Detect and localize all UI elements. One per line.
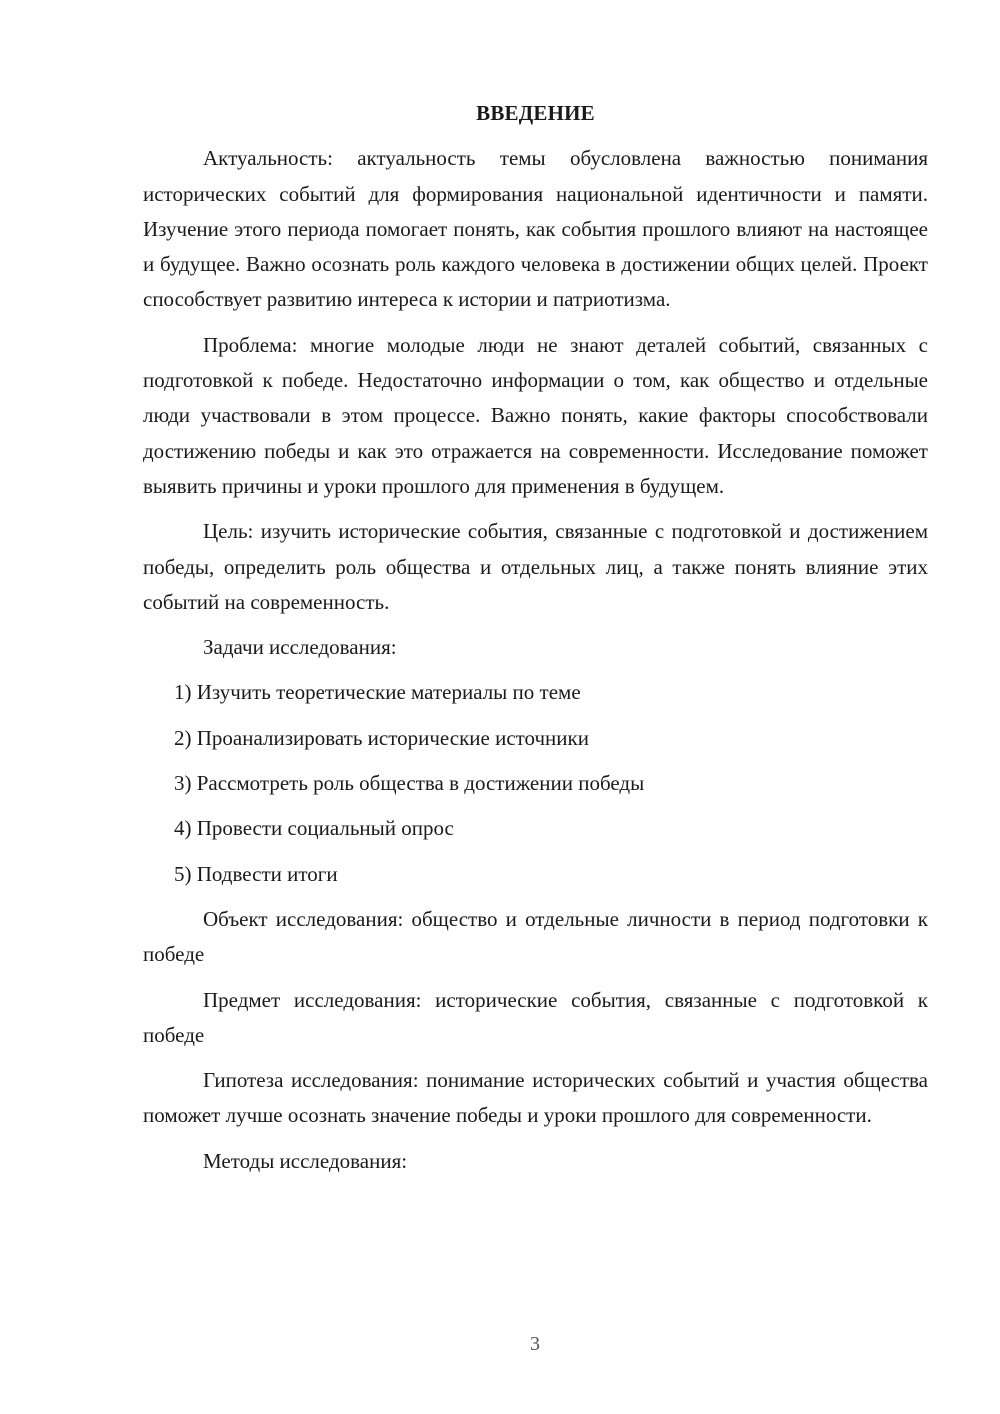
paragraph-goal: Цель: изучить исторические события, связанные с подготовкой и достижением победы, определить роль общества и отдельных лиц, а также понять влияние этих событий на современность. <box>143 519 928 614</box>
section-heading: ВВЕДЕНИЕ <box>476 101 595 125</box>
list-item: 3) Рассмотреть роль общества в достижении победы <box>174 771 645 796</box>
tasks-list <box>143 675 928 891</box>
tasks-title: Задачи исследования: <box>203 635 397 660</box>
paragraph-problem: Проблема: многие молодые люди не знают деталей событий, связанных с подготовкой к победе. Недостаточно информации о том, как общество и отдельные люди участвовали в этом процессе. Важно понять, какие факторы способствовали достижению победы и как это отражается на современности. Исследование поможет выявить причины и уроки прошлого для применения в будущем. <box>143 332 928 498</box>
page-number: 3 <box>530 1333 540 1355</box>
paragraph-subject: Предмет исследования: исторические события, связанные с подготовкой к победе <box>143 987 928 1047</box>
document-page <box>143 96 928 1189</box>
list-item: 2) Проанализировать исторические источники <box>174 725 589 750</box>
paragraph-object: Объект исследования: общество и отдельные личности в период подготовки к победе <box>143 906 928 967</box>
paragraph-relevance: Актуальность: актуальность темы обусловлена важностью понимания исторических событий для формирования национальной идентичности и памяти. Изучение этого периода помогает понять, как события прошлого влияют на настоящее и будущее. Важно осознать роль каждого человека в достижении общих целей. Проект способствует развитию интереса к истории и патриотизма. <box>143 146 928 312</box>
list-item: 1) Изучить теоретические материалы по теме <box>174 680 581 705</box>
paragraph-hypothesis: Гипотеза исследования: понимание исторических событий и участия общества поможет лучше осознать значение победы и уроки прошлого для современности. <box>143 1068 928 1128</box>
list-item: 4) Провести социальный опрос <box>174 816 454 841</box>
methods-title: Методы исследования: <box>203 1148 408 1173</box>
list-item: 5) Подвести итоги <box>174 861 338 886</box>
